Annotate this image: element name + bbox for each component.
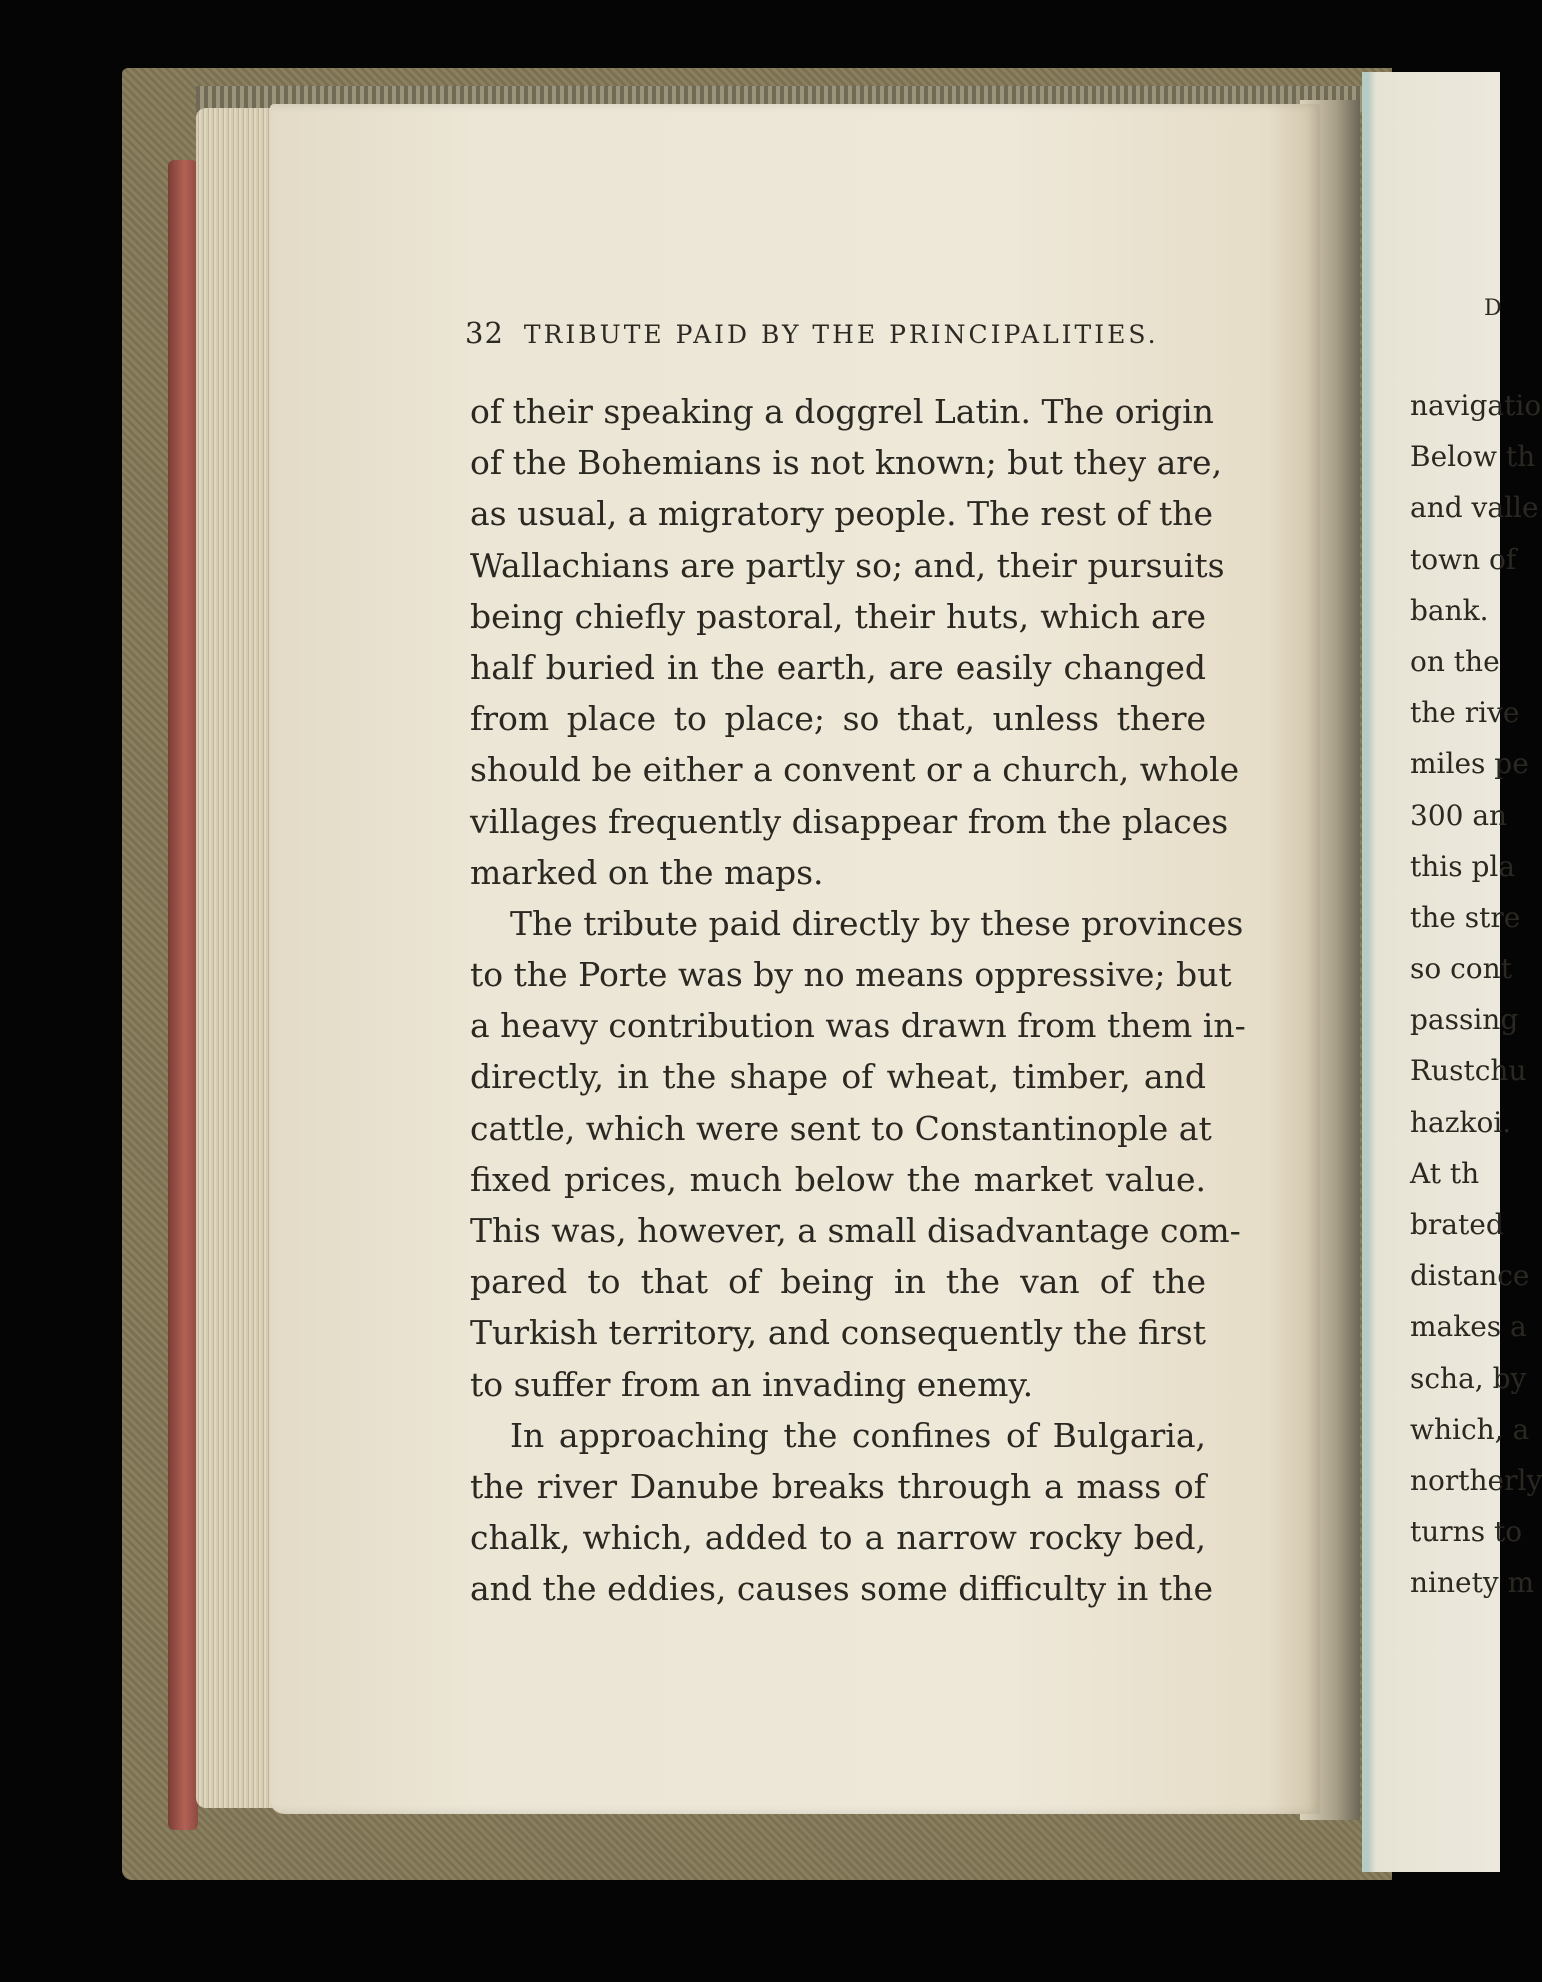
facing-text-line: passing	[1410, 1003, 1519, 1037]
facing-text-line: the stre	[1410, 900, 1521, 934]
text-line: from place to place; so that, unless there	[470, 699, 1206, 739]
facing-text-line: and valle	[1410, 491, 1539, 525]
facing-text-line: brated	[1410, 1208, 1504, 1241]
running-head-title: TRIBUTE PAID BY THE PRINCIPALITIES.	[523, 320, 1159, 349]
facing-text-line: northerly	[1410, 1463, 1542, 1497]
facing-text-line: on the	[1410, 644, 1500, 678]
page-number: 32	[465, 316, 504, 350]
facing-text-line: 300 an	[1410, 798, 1508, 832]
text-line: marked on the maps.	[470, 852, 824, 892]
text-line: In approaching the confines of Bulgaria,	[510, 1415, 1206, 1455]
facing-running-head: D	[1484, 296, 1504, 321]
cover-edge	[168, 160, 198, 1830]
facing-text-line: the rive	[1410, 696, 1520, 730]
text-line: Turkish territory, and consequently the first	[470, 1313, 1206, 1353]
facing-text-line: town of	[1410, 542, 1517, 576]
facing-text-line: At th	[1410, 1156, 1480, 1190]
body-text	[470, 386, 1246, 1615]
text-line: half buried in the earth, are easily changed	[470, 647, 1206, 687]
facing-text-line: turns to	[1410, 1515, 1523, 1549]
facing-text-line: which, a	[1410, 1412, 1530, 1446]
text-line: of the Bohemians is not known; but they are,	[470, 443, 1223, 483]
text-line: as usual, a migratory people. The rest of the	[470, 494, 1213, 534]
facing-text-line: scha, by	[1410, 1361, 1527, 1395]
text-line: cattle, which were sent to Constantinople at	[470, 1108, 1212, 1148]
text-line: villages frequently disappear from the places	[470, 801, 1229, 841]
running-head	[465, 316, 1199, 350]
facing-text-line: miles pe	[1410, 747, 1529, 781]
text-line: chalk, which, added to a narrow rocky bed,	[470, 1518, 1206, 1558]
facing-text-line: navigatio	[1410, 389, 1542, 422]
text-line: This was, however, a small disadvantage com-	[470, 1211, 1241, 1250]
text-line: The tribute paid directly by these provinces	[510, 903, 1244, 943]
facing-text-line: distance	[1410, 1259, 1530, 1293]
text-line: to suffer from an invading enemy.	[470, 1364, 1034, 1404]
text-line: and the eddies, causes some difficulty in the	[470, 1569, 1213, 1609]
text-line: pared to that of being in the van of the	[470, 1262, 1206, 1302]
text-line: Wallachians are partly so; and, their pursuits	[470, 545, 1225, 585]
facing-text-line: so cont	[1410, 952, 1512, 986]
facing-text-line: bank.	[1410, 593, 1489, 627]
facing-text-line: Rustchu	[1410, 1054, 1527, 1088]
facing-text-line: Below th	[1410, 440, 1536, 474]
text-line: to the Porte was by no means oppressive; but	[470, 955, 1232, 995]
text-line: being chiefly pastoral, their huts, which are	[470, 596, 1206, 636]
text-line: fixed prices, much below the market value.	[470, 1159, 1206, 1199]
facing-page-text	[1410, 380, 1542, 1609]
text-line: the river Danube breaks through a mass of	[470, 1466, 1206, 1506]
facing-text-line: ninety m	[1410, 1566, 1535, 1600]
facing-text-line: makes a	[1410, 1310, 1527, 1344]
facing-text-line: this pla	[1410, 849, 1516, 883]
text-line: a heavy contribution was drawn from them in-	[470, 1006, 1246, 1046]
text-line: of their speaking a doggrel Latin. The origin	[470, 392, 1214, 431]
text-line: directly, in the shape of wheat, timber, and	[470, 1057, 1206, 1097]
text-line: should be either a convent or a church, whole	[470, 750, 1240, 790]
facing-text-line: hazkoi.	[1410, 1105, 1512, 1139]
